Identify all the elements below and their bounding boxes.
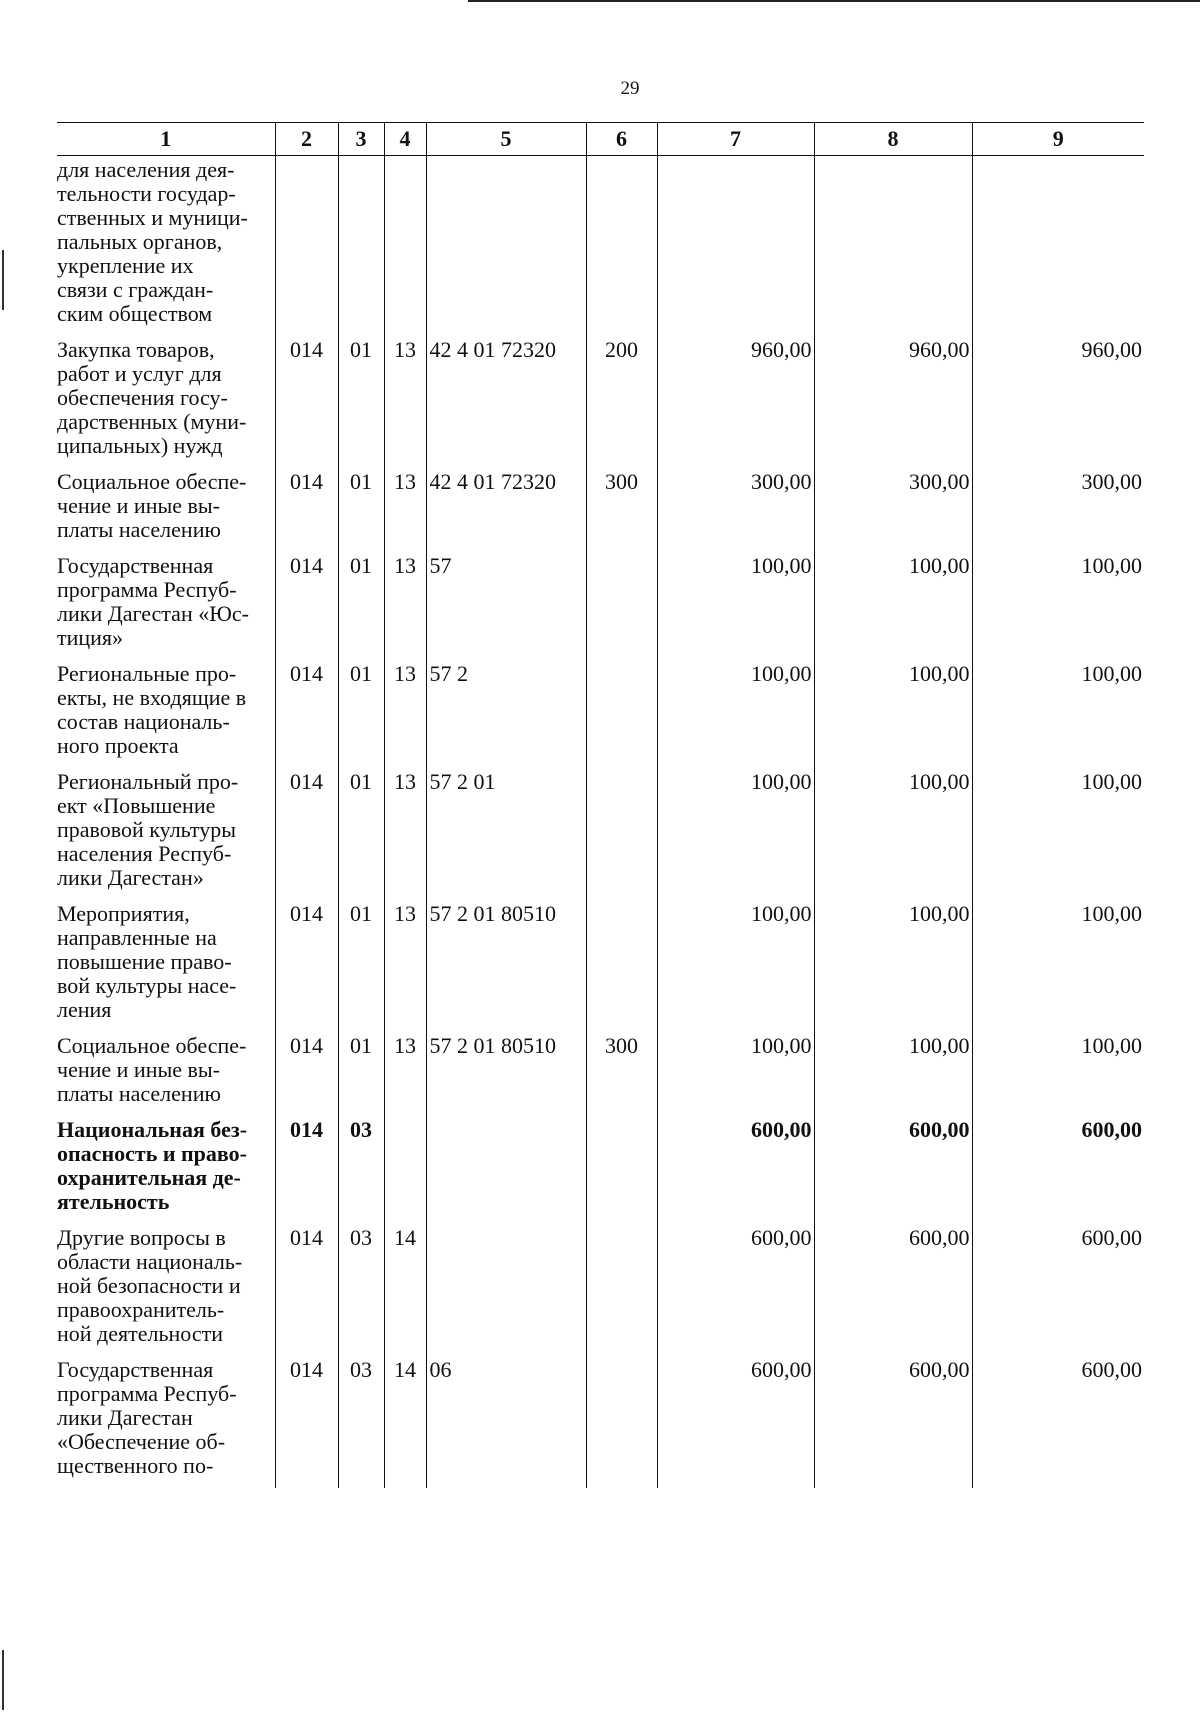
cell-c2: 014 [275,1224,338,1356]
cell-c2: 014 [275,1116,338,1224]
cell-c5 [426,156,586,337]
cell-c3: 01 [338,1032,384,1116]
cell-c8: 100,00 [814,552,972,660]
cell-c8: 600,00 [814,1224,972,1356]
cell-c4: 14 [384,1356,426,1488]
cell-c5: 42 4 01 72320 [426,336,586,468]
header-col-6: 6 [586,123,657,156]
cell-c8: 960,00 [814,336,972,468]
cell-c2: 014 [275,768,338,900]
cell-c6 [586,1224,657,1356]
table-row [57,660,1144,768]
top-rule [468,0,1200,2]
cell-c2 [275,156,338,337]
cell-c8: 100,00 [814,768,972,900]
cell-c6: 300 [586,468,657,552]
cell-c2: 014 [275,1032,338,1116]
cell-c9: 300,00 [972,468,1144,552]
cell-c6 [586,900,657,1032]
table-header-row [57,123,1144,156]
margin-mark-left-bottom [2,1650,4,1710]
table-row [57,900,1144,1032]
cell-c2: 014 [275,468,338,552]
header-col-4: 4 [384,123,426,156]
header-col-3: 3 [338,123,384,156]
cell-c7: 960,00 [657,336,814,468]
cell-c9: 600,00 [972,1116,1144,1224]
cell-c2: 014 [275,336,338,468]
cell-c3: 03 [338,1224,384,1356]
cell-c3: 03 [338,1116,384,1224]
row-description: Региональный про- ект «Повышение правовой культуры населения Респуб- лики Дагестан» [57,769,239,890]
row-description: Мероприятия, направленные на повышение право- вой культуры насе- ления [57,901,237,1022]
cell-c4: 13 [384,660,426,768]
cell-c5: 42 4 01 72320 [426,468,586,552]
row-description: Региональные про- екты, не входящие в состав националь- ного проекта [57,661,247,758]
row-description: Другие вопросы в области националь- ной безопасности и правоохранитель- ной деятельности [57,1225,243,1346]
row-description: Социальное обеспе- чение и иные вы- платы населению [57,1033,247,1106]
margin-mark-left-top [2,250,4,310]
page-number: 29 [620,78,640,99]
table-row [57,768,1144,900]
row-description: Социальное обеспе- чение и иные вы- платы населению [57,469,247,542]
cell-c4: 13 [384,1032,426,1116]
cell-c6 [586,1116,657,1224]
cell-c3: 01 [338,468,384,552]
header-col-8: 8 [814,123,972,156]
cell-c9: 960,00 [972,336,1144,468]
cell-c5 [426,1224,586,1356]
cell-c6 [586,1356,657,1488]
cell-c7: 300,00 [657,468,814,552]
cell-c8: 100,00 [814,1032,972,1116]
cell-c9: 600,00 [972,1356,1144,1488]
cell-c3: 01 [338,900,384,1032]
table-row [57,156,1144,337]
cell-c5: 06 [426,1356,586,1488]
cell-c9: 100,00 [972,552,1144,660]
cell-c9: 100,00 [972,1032,1144,1116]
cell-c8 [814,156,972,337]
cell-c7: 600,00 [657,1116,814,1224]
cell-c7: 100,00 [657,552,814,660]
cell-c2: 014 [275,1356,338,1488]
cell-c3: 03 [338,1356,384,1488]
cell-c6: 200 [586,336,657,468]
cell-c8: 600,00 [814,1116,972,1224]
cell-c7: 100,00 [657,660,814,768]
budget-table [57,122,1144,1488]
cell-c9: 100,00 [972,900,1144,1032]
cell-c6 [586,156,657,337]
header-col-5: 5 [426,123,586,156]
cell-c3: 01 [338,336,384,468]
cell-c9: 100,00 [972,660,1144,768]
table-row [57,1032,1144,1116]
cell-c9: 600,00 [972,1224,1144,1356]
table-row [57,1116,1144,1224]
cell-c5 [426,1116,586,1224]
cell-c6: 300 [586,1032,657,1116]
cell-c4: 13 [384,768,426,900]
cell-c7: 600,00 [657,1356,814,1488]
table-row [57,552,1144,660]
cell-c3 [338,156,384,337]
row-description: Государственная программа Респуб- лики Дагестан «Юс- тиция» [57,553,249,650]
cell-c8: 100,00 [814,900,972,1032]
header-col-2: 2 [275,123,338,156]
cell-c3: 01 [338,768,384,900]
cell-c6 [586,660,657,768]
table-row [57,468,1144,552]
cell-c9 [972,156,1144,337]
cell-c4: 14 [384,1224,426,1356]
cell-c7: 100,00 [657,1032,814,1116]
cell-c6 [586,768,657,900]
table-body [57,156,1144,1489]
cell-c2: 014 [275,552,338,660]
cell-c7 [657,156,814,337]
cell-c5: 57 2 01 80510 [426,900,586,1032]
table-row [57,1224,1144,1356]
cell-c6 [586,552,657,660]
header-col-9: 9 [972,123,1144,156]
cell-c7: 100,00 [657,768,814,900]
cell-c2: 014 [275,900,338,1032]
cell-c5: 57 2 01 [426,768,586,900]
cell-c7: 100,00 [657,900,814,1032]
table-row [57,1356,1144,1488]
cell-c4 [384,1116,426,1224]
cell-c4: 13 [384,468,426,552]
header-col-7: 7 [657,123,814,156]
cell-c3: 01 [338,552,384,660]
row-description: Национальная без- опасность и право- охранительная де- ятельность [57,1117,248,1214]
cell-c9: 100,00 [972,768,1144,900]
cell-c4: 13 [384,336,426,468]
row-description: для населения дея- тельности государ- ственных и муници- пальных органов, укрепление их связи с граждан- ским обществом [57,157,248,326]
cell-c4 [384,156,426,337]
cell-c3: 01 [338,660,384,768]
cell-c7: 600,00 [657,1224,814,1356]
cell-c5: 57 2 01 80510 [426,1032,586,1116]
cell-c8: 100,00 [814,660,972,768]
table-row [57,336,1144,468]
cell-c4: 13 [384,900,426,1032]
cell-c5: 57 2 [426,660,586,768]
cell-c4: 13 [384,552,426,660]
header-col-1: 1 [57,123,275,156]
cell-c8: 300,00 [814,468,972,552]
row-description: Государственная программа Респуб- лики Дагестан «Обеспечение об- щественного по- [57,1357,237,1478]
cell-c5: 57 [426,552,586,660]
cell-c2: 014 [275,660,338,768]
row-description: Закупка товаров, работ и услуг для обеспечения госу- дарственных (муни- ципальных) нужд [57,337,247,458]
cell-c8: 600,00 [814,1356,972,1488]
